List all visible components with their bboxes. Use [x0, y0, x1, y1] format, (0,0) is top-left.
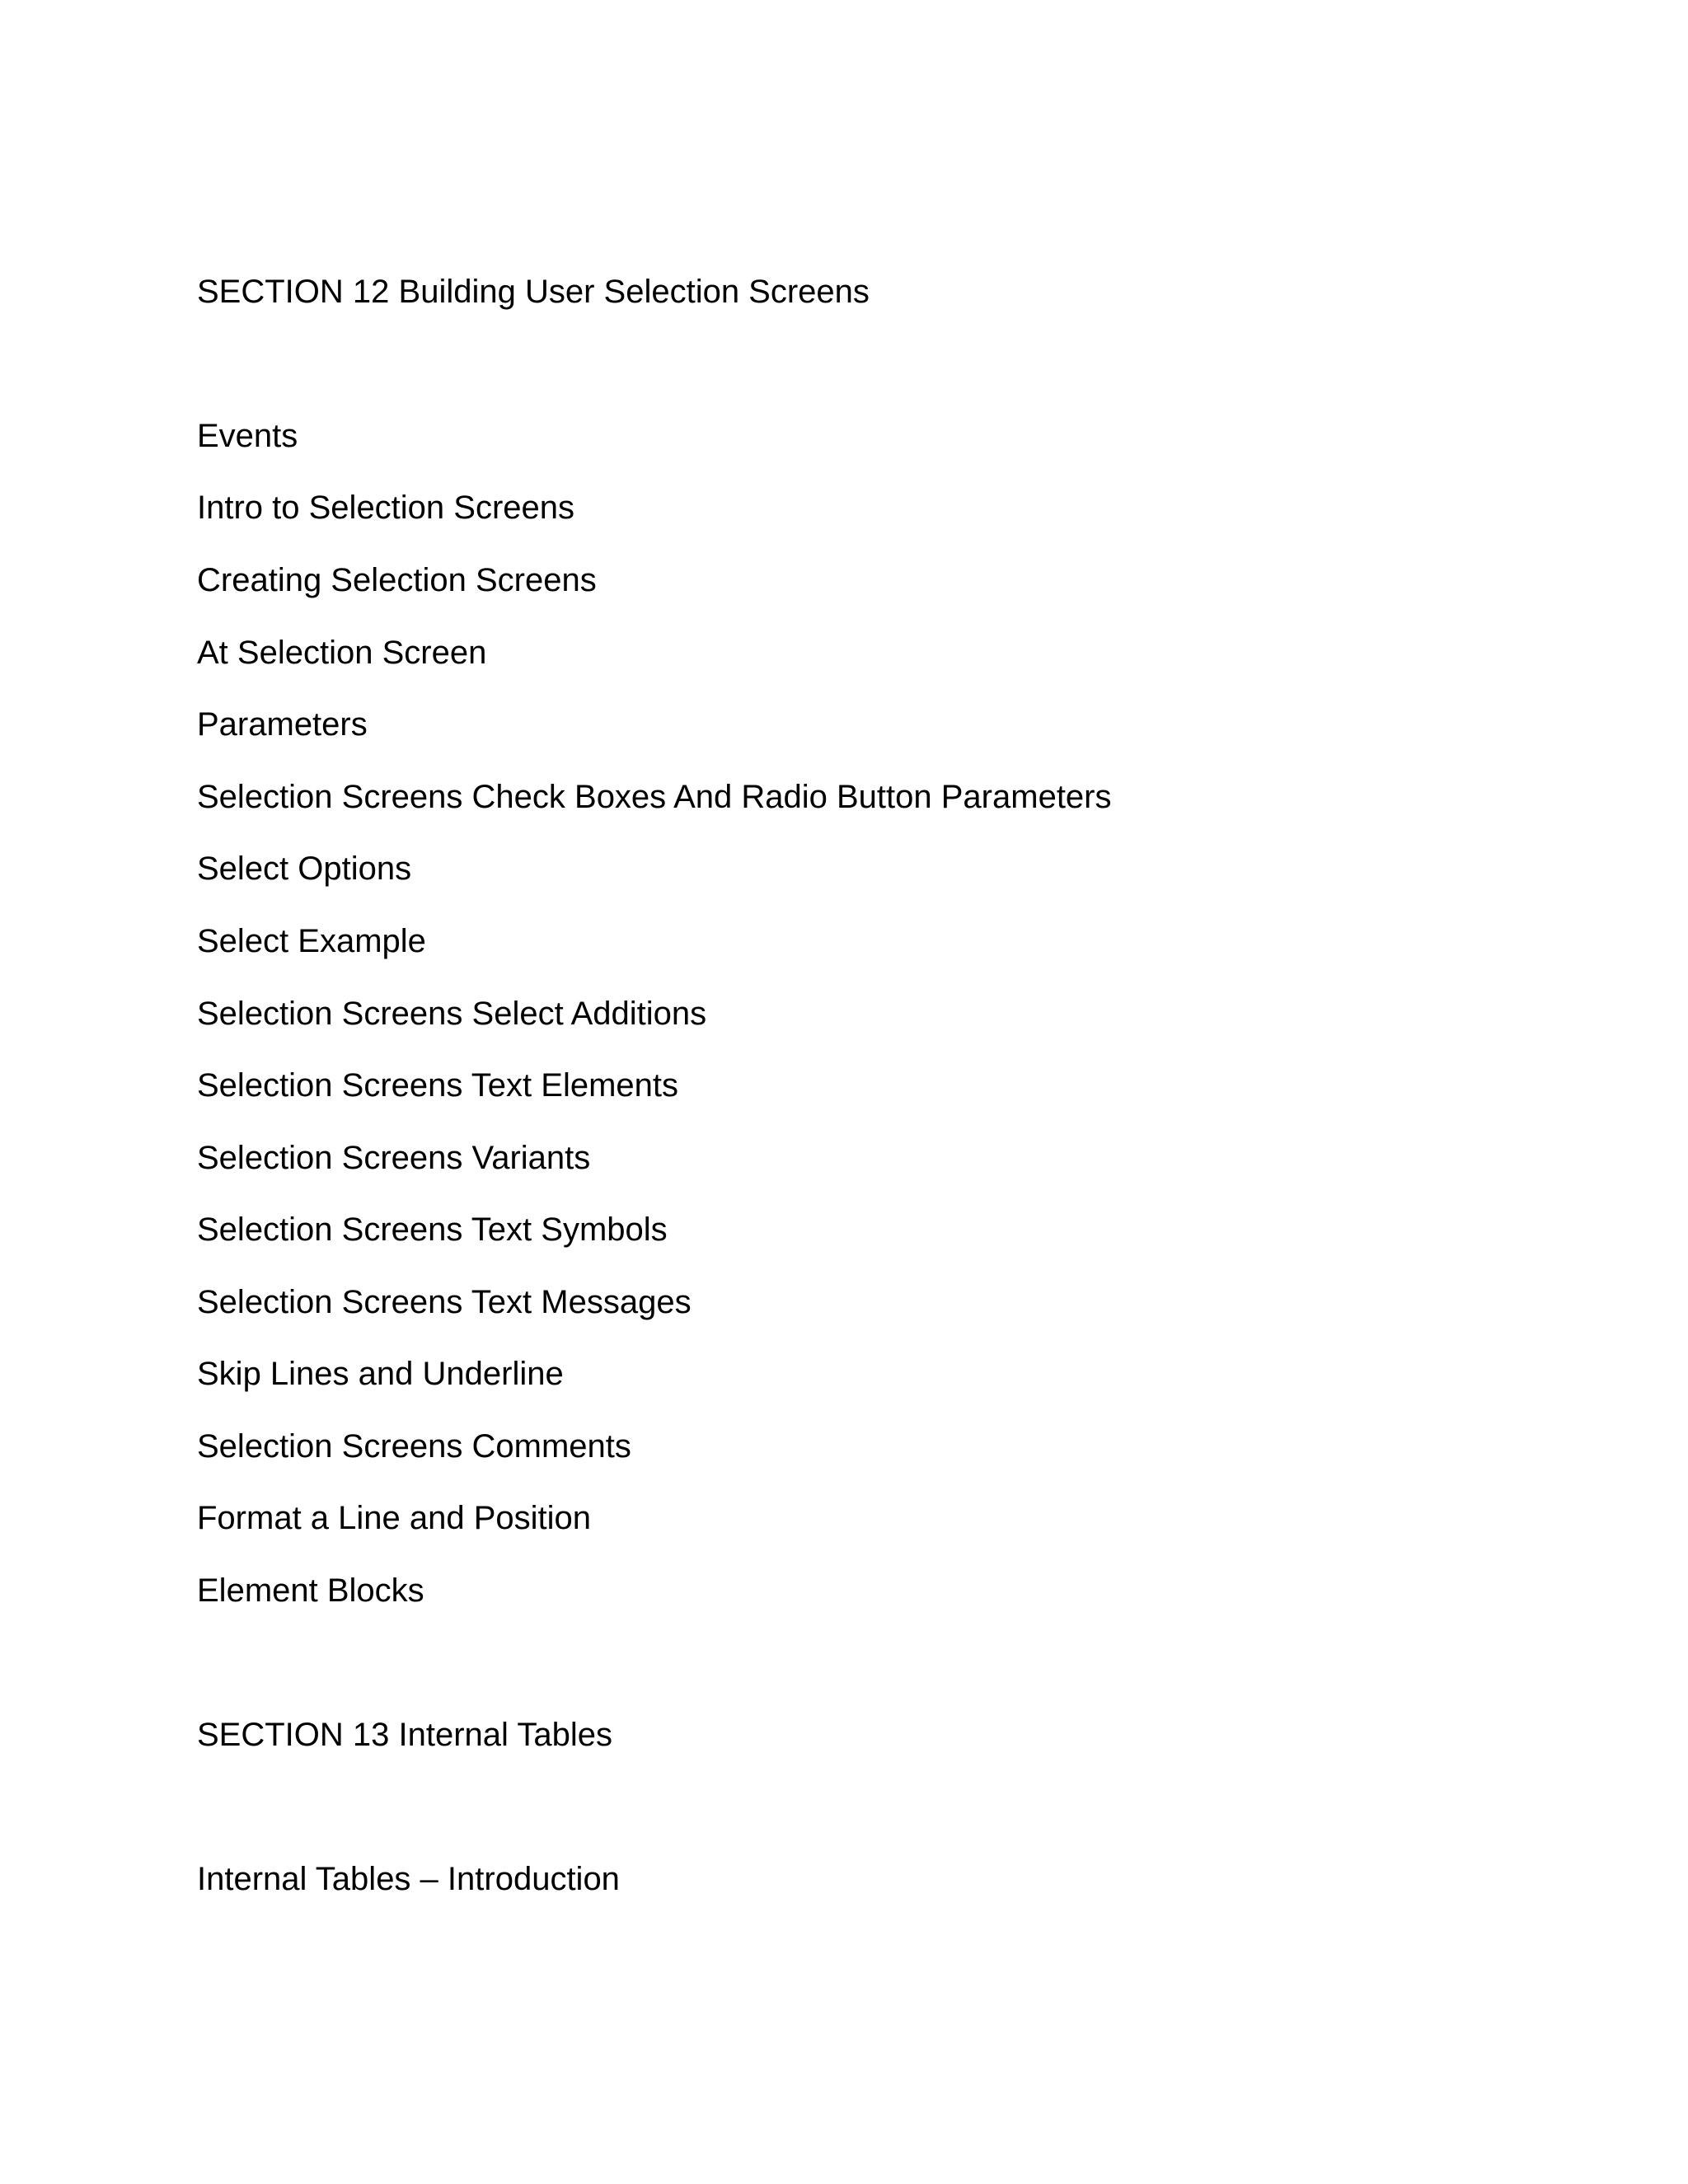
toc-item-text-symbols: Selection Screens Text Symbols — [197, 1212, 668, 1248]
toc-item-text-elements: Selection Screens Text Elements — [197, 1067, 679, 1104]
toc-item-format-line: Format a Line and Position — [197, 1500, 592, 1536]
toc-item-parameters: Parameters — [197, 706, 368, 743]
toc-item-text-messages: Selection Screens Text Messages — [197, 1284, 692, 1320]
toc-item-element-blocks: Element Blocks — [197, 1572, 424, 1609]
toc-item-skip-lines: Skip Lines and Underline — [197, 1356, 564, 1392]
toc-item-select-options: Select Options — [197, 851, 412, 887]
toc-item-checkboxes-radio: Selection Screens Check Boxes And Radio Button Parameters — [197, 779, 1112, 815]
toc-item-select-example: Select Example — [197, 923, 426, 959]
toc-item-events: Events — [197, 418, 298, 454]
section-12-heading: SECTION 12 Building User Selection Screens — [197, 274, 870, 310]
toc-item-creating-selection-screens: Creating Selection Screens — [197, 562, 597, 598]
toc-item-at-selection-screen: At Selection Screen — [197, 635, 487, 671]
toc-item-comments: Selection Screens Comments — [197, 1428, 631, 1465]
toc-item-intro-selection-screens: Intro to Selection Screens — [197, 490, 575, 526]
toc-item-select-additions: Selection Screens Select Additions — [197, 996, 707, 1032]
section-13-heading: SECTION 13 Internal Tables — [197, 1717, 612, 1753]
toc-item-variants: Selection Screens Variants — [197, 1140, 591, 1176]
toc-item-internal-tables-intro: Internal Tables – Introduction — [197, 1861, 620, 1897]
